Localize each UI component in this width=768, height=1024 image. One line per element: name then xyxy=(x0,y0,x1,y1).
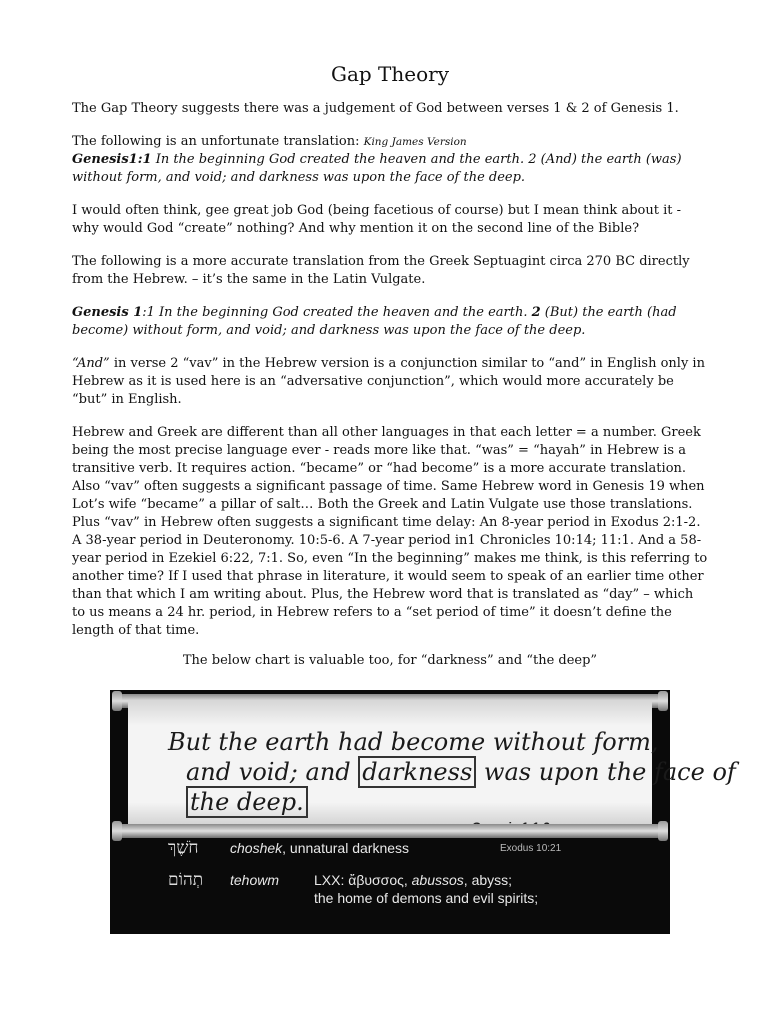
scroll-rod-end xyxy=(658,821,668,841)
definition-text xyxy=(230,840,409,856)
definition-row-choshek xyxy=(168,838,562,858)
definition-reference: Exodus 10:21 xyxy=(500,843,562,854)
scroll-text: and void; and xyxy=(186,758,359,786)
scroll-rod-bottom xyxy=(116,824,664,838)
transliteration-cell xyxy=(230,872,279,888)
transliteration: choshek xyxy=(230,840,283,856)
page-title: Gap Theory xyxy=(330,62,450,86)
scroll-parchment xyxy=(128,700,736,828)
chart-caption: The below chart is valuable too, for “darkness” and “the deep” xyxy=(182,653,598,668)
scroll-rod-end xyxy=(112,691,122,711)
definition-italic: abussos xyxy=(411,872,464,888)
definition: , unnatural darkness xyxy=(282,840,410,856)
accurate-verse-number: 2 xyxy=(531,305,541,320)
vav-explanation: in verse 2 “vav” in the Hebrew version is a conjunction similar to “and” in English only in Hebrew as it is used here is an “adversative conjunction”, which would more accurately be “but” in English. xyxy=(72,356,705,407)
scroll-text: was upon the face of xyxy=(476,758,736,786)
kjv-intro-text: The following is an unfortunate translation: xyxy=(72,134,364,149)
scroll-rod-end xyxy=(112,821,122,841)
definition-line-2: the home of demons and evil spirits; xyxy=(314,890,539,906)
accurate-verse-text-b: (But) the earth (had become) without form, and void; and darkness was upon the face of the deep. xyxy=(72,305,677,338)
vav-lead-word: “And” xyxy=(72,356,110,371)
paragraph-commentary: I would often think, gee great job God (being facetious of course) but I mean think about it - why would God “create” nothing? And why mention it on the second line of the Bible? xyxy=(72,203,681,236)
kjv-verse-reference: Genesis1:1 xyxy=(72,152,152,167)
kjv-version-label: King James Version xyxy=(363,136,467,148)
scroll-verse-line-3 xyxy=(186,788,308,816)
transliteration: tehowm xyxy=(230,872,280,888)
paragraph-accurate-verse xyxy=(72,304,708,340)
paragraph-septuagint: The following is a more accurate translation from the Greek Septuagint circa 270 BC directly from the Hebrew. – it’s the same in the Latin Vulgate. xyxy=(72,254,690,287)
definition: LXX: ἄβυσσος, xyxy=(314,872,412,888)
scroll-verse-line-2 xyxy=(186,758,736,786)
hebrew-word: תְהוֹם xyxy=(168,870,204,890)
document-page xyxy=(72,62,708,672)
paragraph-intro: The Gap Theory suggests there was a judgement of God between verses 1 & 2 of Genesis 1. xyxy=(72,101,679,116)
kjv-verse-text: In the beginning God created the heaven and the earth. 2 (And) the earth (was) without form, and void; and darkness was upon the face of the deep. xyxy=(72,152,682,185)
highlighted-darkness: darkness xyxy=(358,756,476,788)
paragraph-hebrew-greek: Hebrew and Greek are different than all other languages in that each letter = a number. Greek being the most precise language ever - reads more like that. “was” = “hayah” in Hebrew is a transitive verb. It requires action. “became” or “had become” is a more accurate translation. Also “vav” often suggests a significant passage of time. Same Hebrew word in Genesis 19 when Lot’s wife “became” a pillar of salt… Both the Greek and Latin Vulgate use those translations. Plus “vav” in Hebrew often suggests a significant time delay: An 8-year period in Exodus 2:1-2. A 38-year period in Deuteronomy. 10:5-6. A 7-year period in1 Chronicles 10:14; 11:1. And a 58-year period in Ezekiel 6:22, 7:1. So, even “In the beginning” makes me think, is this referring to another time? If I used that phrase in literature, it would seem to speak of an earlier time other than that which I am writing about. Plus, the Hebrew word that is translated as “day” – which to us means a 24 hr. period, in Hebrew refers to a “set period of time” it doesn’t define the length of that time. xyxy=(72,425,708,638)
definition: , abyss; xyxy=(463,872,513,888)
scroll-image xyxy=(110,690,736,934)
scroll-rod-end xyxy=(658,691,668,711)
accurate-verse-text-a: :1 In the beginning God created the heaven and the earth. xyxy=(142,305,532,320)
definition-row-tehowm xyxy=(168,870,539,906)
highlighted-the-deep: the deep. xyxy=(186,786,308,818)
accurate-verse-reference: Genesis 1 xyxy=(72,305,143,320)
definition-text xyxy=(314,872,512,888)
paragraph-vav xyxy=(72,355,708,409)
hebrew-word: חֹשֶׁךְ xyxy=(168,838,199,858)
scroll-verse-line-1: But the earth had become without form, xyxy=(168,728,659,756)
paragraph-kjv xyxy=(72,133,708,187)
